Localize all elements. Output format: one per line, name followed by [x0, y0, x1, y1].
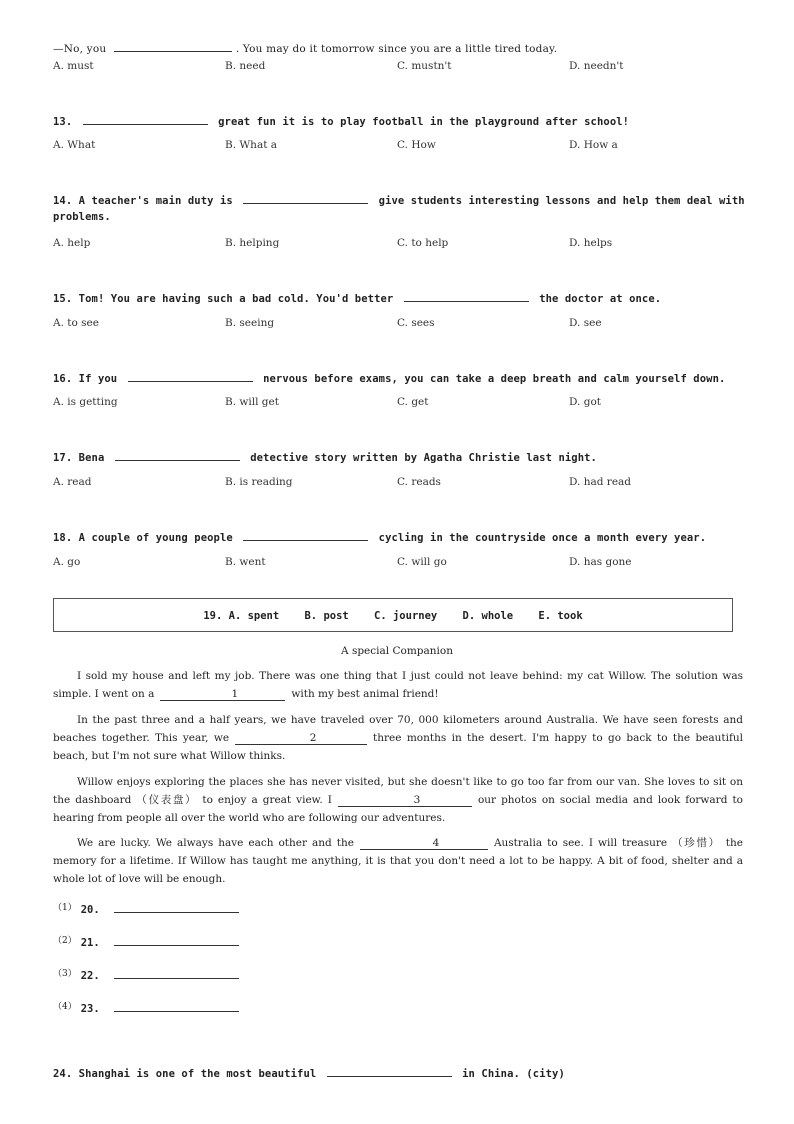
answer-blank[interactable]	[83, 114, 208, 125]
passage-title: A special Companion	[341, 645, 453, 657]
option-c[interactable]: C. mustn't	[397, 60, 452, 72]
option-c[interactable]: C. to help	[397, 237, 449, 249]
option-c[interactable]: C. will go	[397, 556, 447, 568]
question-15: 15. Tom! You are having such a bad cold. You'd better the doctor at once.	[53, 293, 662, 305]
option-d[interactable]: D. got	[569, 396, 601, 408]
option-b[interactable]: B. is reading	[225, 476, 293, 488]
paragraph-1: I sold my house and left my job. There was one thing that I just could not leave behind: my cat Willow. The solution was simple. I went on a 1 with my best animal friend!	[53, 670, 743, 700]
paragraph-2: In the past three and a half years, we have traveled over 70, 000 kilometers around Australia. We have seen forests and beaches together. This year, we 2 three months in the desert. I'm happy to go back to the beautiful beach, but I'm not sure what Willow thinks.	[53, 714, 743, 762]
option-d[interactable]: D. needn't	[569, 60, 624, 72]
answer-field[interactable]	[114, 968, 239, 979]
paragraph-3: Willow enjoys exploring the places she has never visited, but she doesn't like to go too far from our van. She loves to sit on the dashboard （仪表盘） to enjoy a great view. I 3 our photos on social media and look forward to hearing from people all over the world who are following our adventures.	[53, 776, 743, 824]
answer-blank[interactable]	[243, 530, 368, 541]
passage-blank-2[interactable]: 2	[235, 732, 367, 745]
answer-blank[interactable]	[128, 371, 253, 382]
answer-line-20: （1） 20.	[53, 900, 239, 916]
answer-line-23: （4） 23.	[53, 999, 239, 1015]
question-14-cont: problems.	[53, 211, 111, 223]
option-c[interactable]: C. sees	[397, 317, 435, 329]
option-c[interactable]: C. How	[397, 139, 436, 151]
passage-blank-3[interactable]: 3	[338, 794, 472, 807]
question-17: 17. Bena detective story written by Agatha Christie last night.	[53, 452, 597, 464]
paragraph-4: We are lucky. We always have each other and the 4 Australia to see. I will treasure （珍惜） the memory for a lifetime. If Willow has taught me anything, it is that you don't need a lot to be happy. A bit of food, shelter and a whole lot of love will be enough.	[53, 837, 743, 885]
option-d[interactable]: D. had read	[569, 476, 632, 488]
option-a[interactable]: A. to see	[53, 317, 99, 329]
option-d[interactable]: D. helps	[569, 237, 613, 249]
option-a[interactable]: A. go	[53, 556, 81, 568]
option-d[interactable]: D. has gone	[569, 556, 632, 568]
option-b[interactable]: B. need	[225, 60, 266, 72]
option-b[interactable]: B. will get	[225, 396, 279, 408]
option-a[interactable]: A. read	[53, 476, 92, 488]
option-b[interactable]: B. seeing	[225, 317, 275, 329]
answer-blank[interactable]	[114, 41, 232, 52]
option-b[interactable]: B. What a	[225, 139, 278, 151]
option-c[interactable]: C. get	[397, 396, 429, 408]
answer-field[interactable]	[114, 902, 239, 913]
answer-blank[interactable]	[115, 450, 240, 461]
answer-field[interactable]	[114, 1001, 239, 1012]
answer-blank[interactable]	[327, 1066, 452, 1077]
answer-blank[interactable]	[243, 193, 368, 204]
option-a[interactable]: A. What	[53, 139, 96, 151]
option-b[interactable]: B. went	[225, 556, 266, 568]
option-b[interactable]: B. helping	[225, 237, 280, 249]
answer-field[interactable]	[114, 935, 239, 946]
option-d[interactable]: D. see	[569, 317, 602, 329]
question-16: 16. If you nervous before exams, you can take a deep breath and calm yourself down.	[53, 373, 726, 385]
option-d[interactable]: D. How a	[569, 139, 618, 151]
answer-line-22: （3） 22.	[53, 966, 239, 982]
passage-blank-4[interactable]: 4	[360, 837, 488, 850]
question-13: 13. great fun it is to play football in the playground after school!	[53, 116, 630, 128]
question-14: 14. A teacher's main duty is give students interesting lessons and help them deal with	[53, 195, 745, 207]
question-18: 18. A couple of young people cycling in the countryside once a month every year.	[53, 532, 707, 544]
option-a[interactable]: A. help	[53, 237, 91, 249]
word-bank-box	[53, 598, 733, 632]
question-24: 24. Shanghai is one of the most beautiful in China. (city)	[53, 1068, 565, 1080]
answer-blank[interactable]	[404, 291, 529, 302]
option-a[interactable]: A. must	[53, 60, 94, 72]
question-12: —No, you . You may do it tomorrow since you are a little tired today.	[53, 43, 558, 55]
option-a[interactable]: A. is getting	[53, 396, 118, 408]
passage-blank-1[interactable]: 1	[160, 688, 285, 701]
answer-line-21: （2） 21.	[53, 933, 239, 949]
option-c[interactable]: C. reads	[397, 476, 441, 488]
word-bank: 19. A. spent B. post C. journey D. whole E. took	[203, 610, 583, 622]
